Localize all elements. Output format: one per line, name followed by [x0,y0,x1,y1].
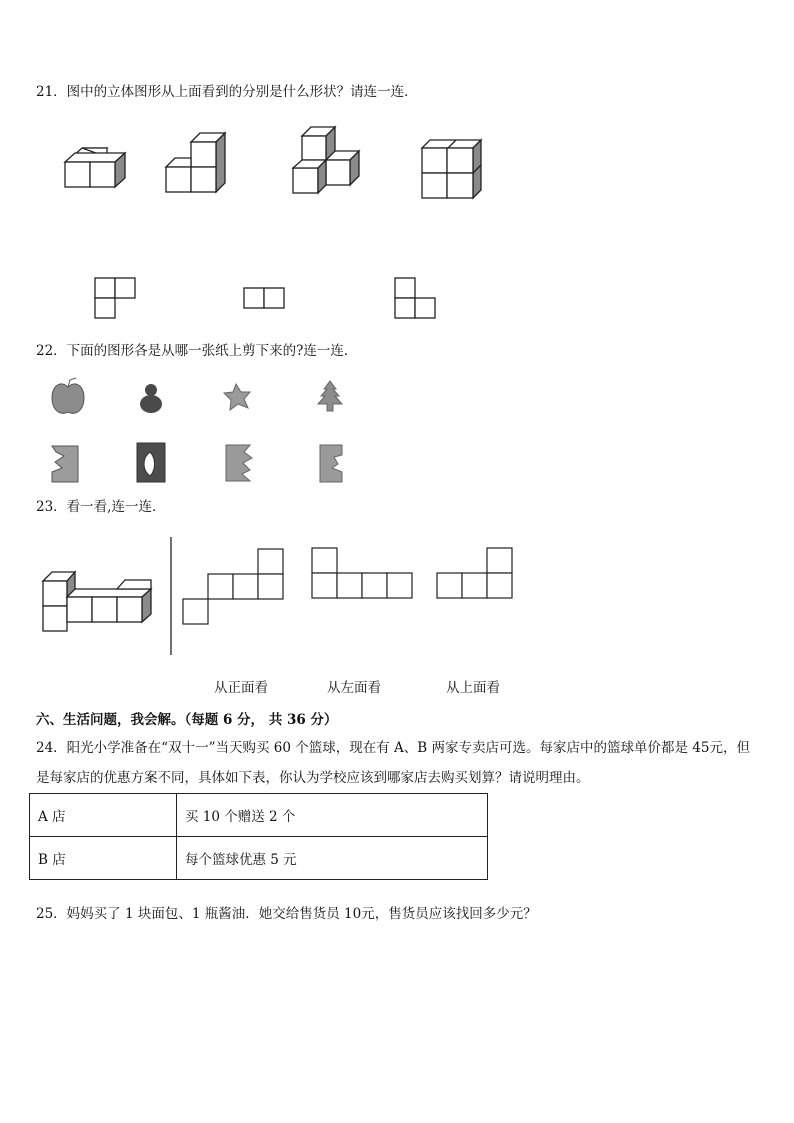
top-view-option-2[interactable] [244,288,284,308]
solid-figure-3[interactable] [293,127,359,193]
top-view-option-1[interactable] [95,278,135,318]
solid-figure-1[interactable] [65,148,125,187]
view-label-top[interactable]: 从上面看 [446,680,500,696]
q22-text: 22．下面的图形各是从哪一张纸上剪下来的?连一连． [36,343,358,359]
paper-piece-2[interactable] [137,443,165,482]
table-row [30,837,488,880]
table-cell-offer: 每个篮球优惠 5 元 [177,837,488,880]
table-cell-store: A 店 [30,794,177,837]
paper-piece-3[interactable] [226,445,252,481]
gourd-cutout[interactable] [140,384,162,413]
apple-cutout[interactable] [52,378,84,413]
flower-cutout[interactable] [224,384,250,410]
paper-pieces-row [52,443,342,482]
solid-figure-4[interactable] [422,140,481,198]
q23-solid-figure[interactable] [43,572,151,631]
q23-text: 23．看一看,连一连． [36,499,166,515]
solid-figure-2[interactable] [166,133,225,192]
view-option-1[interactable] [183,549,283,624]
paper-piece-4[interactable] [320,445,342,482]
table-cell-store: B 店 [30,837,177,880]
view-label-left[interactable]: 从左面看 [327,680,381,696]
section-6-title: 六、生活问题，我会解。（每题 6 分， 共 36 分） [36,712,338,728]
view-option-2[interactable] [312,548,412,598]
view-label-front[interactable]: 从正面看 [214,680,268,696]
q25-text: 25．妈妈买了 1 块面包、1 瓶酱油．她交给售货员 10元，售货员应该找回多少元？ [36,906,537,922]
q21-text: 21．图中的立体图形从上面看到的分别是什么形状？请连一连． [36,84,418,100]
cutout-shapes-row [52,378,342,413]
view-option-3[interactable] [437,548,512,598]
q24-line-1: 24．阳光小学准备在“双十一”当天购买 60 个篮球，现在有 A、B 两家专卖店可选。每家店中的篮球单价都是 45元，但 [36,740,750,756]
paper-piece-1[interactable] [52,446,78,482]
tree-cutout[interactable] [318,381,342,411]
top-view-option-3[interactable] [395,278,435,318]
q24-line-2: 是每家店的优惠方案不同，具体如下表，你认为学校应该到哪家店去购买划算？请说明理由。 [36,770,590,786]
table-cell-offer: 买 10 个赠送 2 个 [177,794,488,837]
q24-table [29,793,488,880]
table-row [30,794,488,837]
